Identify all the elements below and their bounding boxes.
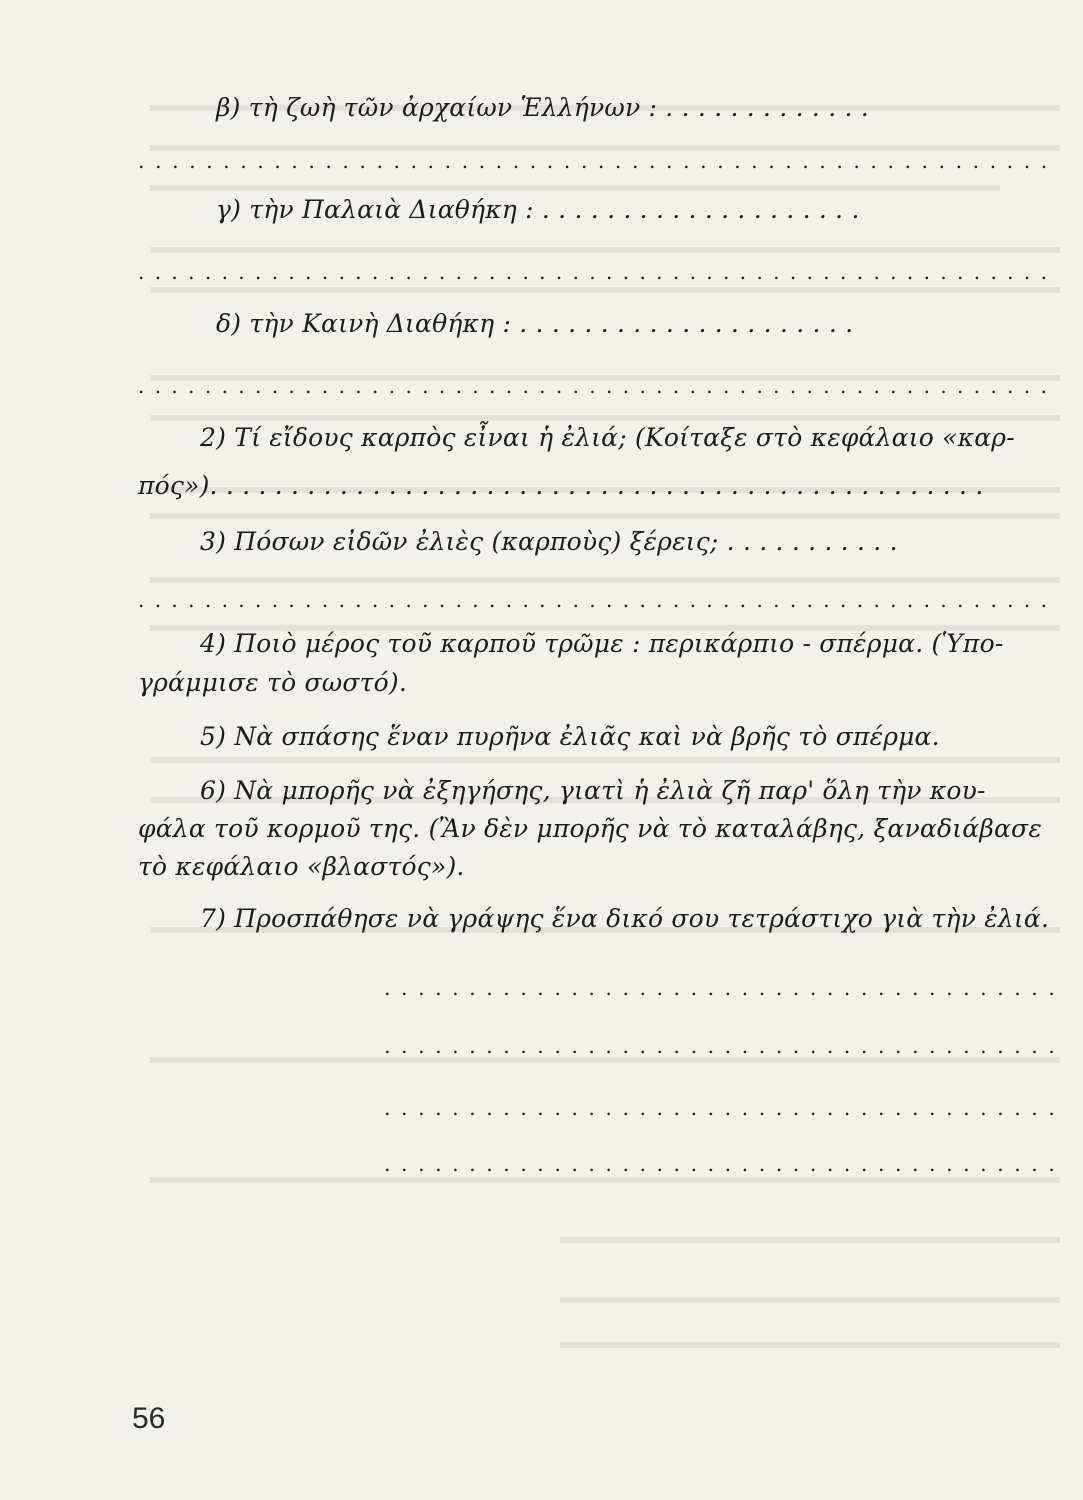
answer-blank-line: . . . . . . . . . . . . . . . . . . . . . . . . . . . . . . . . . . . . . . . . . . . . . . . . . . . . . . [138,149,1050,173]
question-1c: γ) τὴν Παλαιὰ Διαθήκη : . . . . . . . . . . . . . . . . . . . . [216,195,860,224]
poem-blank-line: . . . . . . . . . . . . . . . . . . . . . . . . . . . . . . . . . . . . . . . . [384,1034,1057,1058]
question-2: 2) Τί εἴδους καρπὸς εἶναι ἡ ἐλιά; (Κοίταξε στὸ κεφάλαιο «καρ- [200,423,1015,452]
question-5: 5) Νὰ σπάσης ἕναν πυρῆνα ἐλιᾶς καὶ νὰ βρῆς τὸ σπέρμα. [200,722,940,751]
question-4: 4) Ποιὸ μέρος τοῦ καρποῦ τρῶμε : περικάρπιο - σπέρμα. (Ὑπο- [200,629,1004,658]
question-3: 3) Πόσων εἰδῶν ἐλιὲς (καρποὺς) ξέρεις; . . . . . . . . . . . [200,527,898,556]
poem-blank-line: . . . . . . . . . . . . . . . . . . . . . . . . . . . . . . . . . . . . . . . . [384,1096,1057,1120]
question-1d: δ) τὴν Καινὴ Διαθήκη : . . . . . . . . . . . . . . . . . . . . . [216,309,854,338]
question-2-continued: πός»). . . . . . . . . . . . . . . . . . . . . . . . . . . . . . . . . . . . . . . . . . . . . . . . [138,471,984,500]
answer-blank-line: . . . . . . . . . . . . . . . . . . . . . . . . . . . . . . . . . . . . . . . . . . . . . . . . . . . . . . . [138,260,1049,284]
question-1b: β) τὴ ζωὴ τῶν ἀρχαίων Ἑλλήνων : . . . . . . . . . . . . . [216,93,869,122]
question-7: 7) Προσπάθησε νὰ γράψης ἕνα δικό σου τετράστιχο γιὰ τὴν ἐλιά. [200,904,1050,933]
question-6-continued-2: τὸ κεφάλαιο «βλαστός»). [138,852,465,881]
question-6: 6) Νὰ μπορῆς νὰ ἐξηγήσης, γιατὶ ἡ ἐλιὰ ζῆ παρ' ὅλη τὴν κου- [200,776,986,805]
answer-blank-line: . . . . . . . . . . . . . . . . . . . . . . . . . . . . . . . . . . . . . . . . . . . . . . . . . . . . . . . [138,374,1049,398]
question-4-continued: γράμμισε τὸ σωστό). [138,668,407,697]
page-number: 56 [132,1402,166,1435]
question-6-continued: φάλα τοῦ κορμοῦ της. (Ἂν δὲν μπορῆς νὰ τὸ καταλάβης, ξαναδιάβασε [138,814,1042,843]
poem-blank-line: . . . . . . . . . . . . . . . . . . . . . . . . . . . . . . . . . . . . . . . . [384,976,1057,1000]
poem-blank-line: . . . . . . . . . . . . . . . . . . . . . . . . . . . . . . . . . . . . . . . . [384,1152,1057,1176]
answer-blank-line: . . . . . . . . . . . . . . . . . . . . . . . . . . . . . . . . . . . . . . . . . . . . . . . . . . . . . . . [138,588,1049,612]
